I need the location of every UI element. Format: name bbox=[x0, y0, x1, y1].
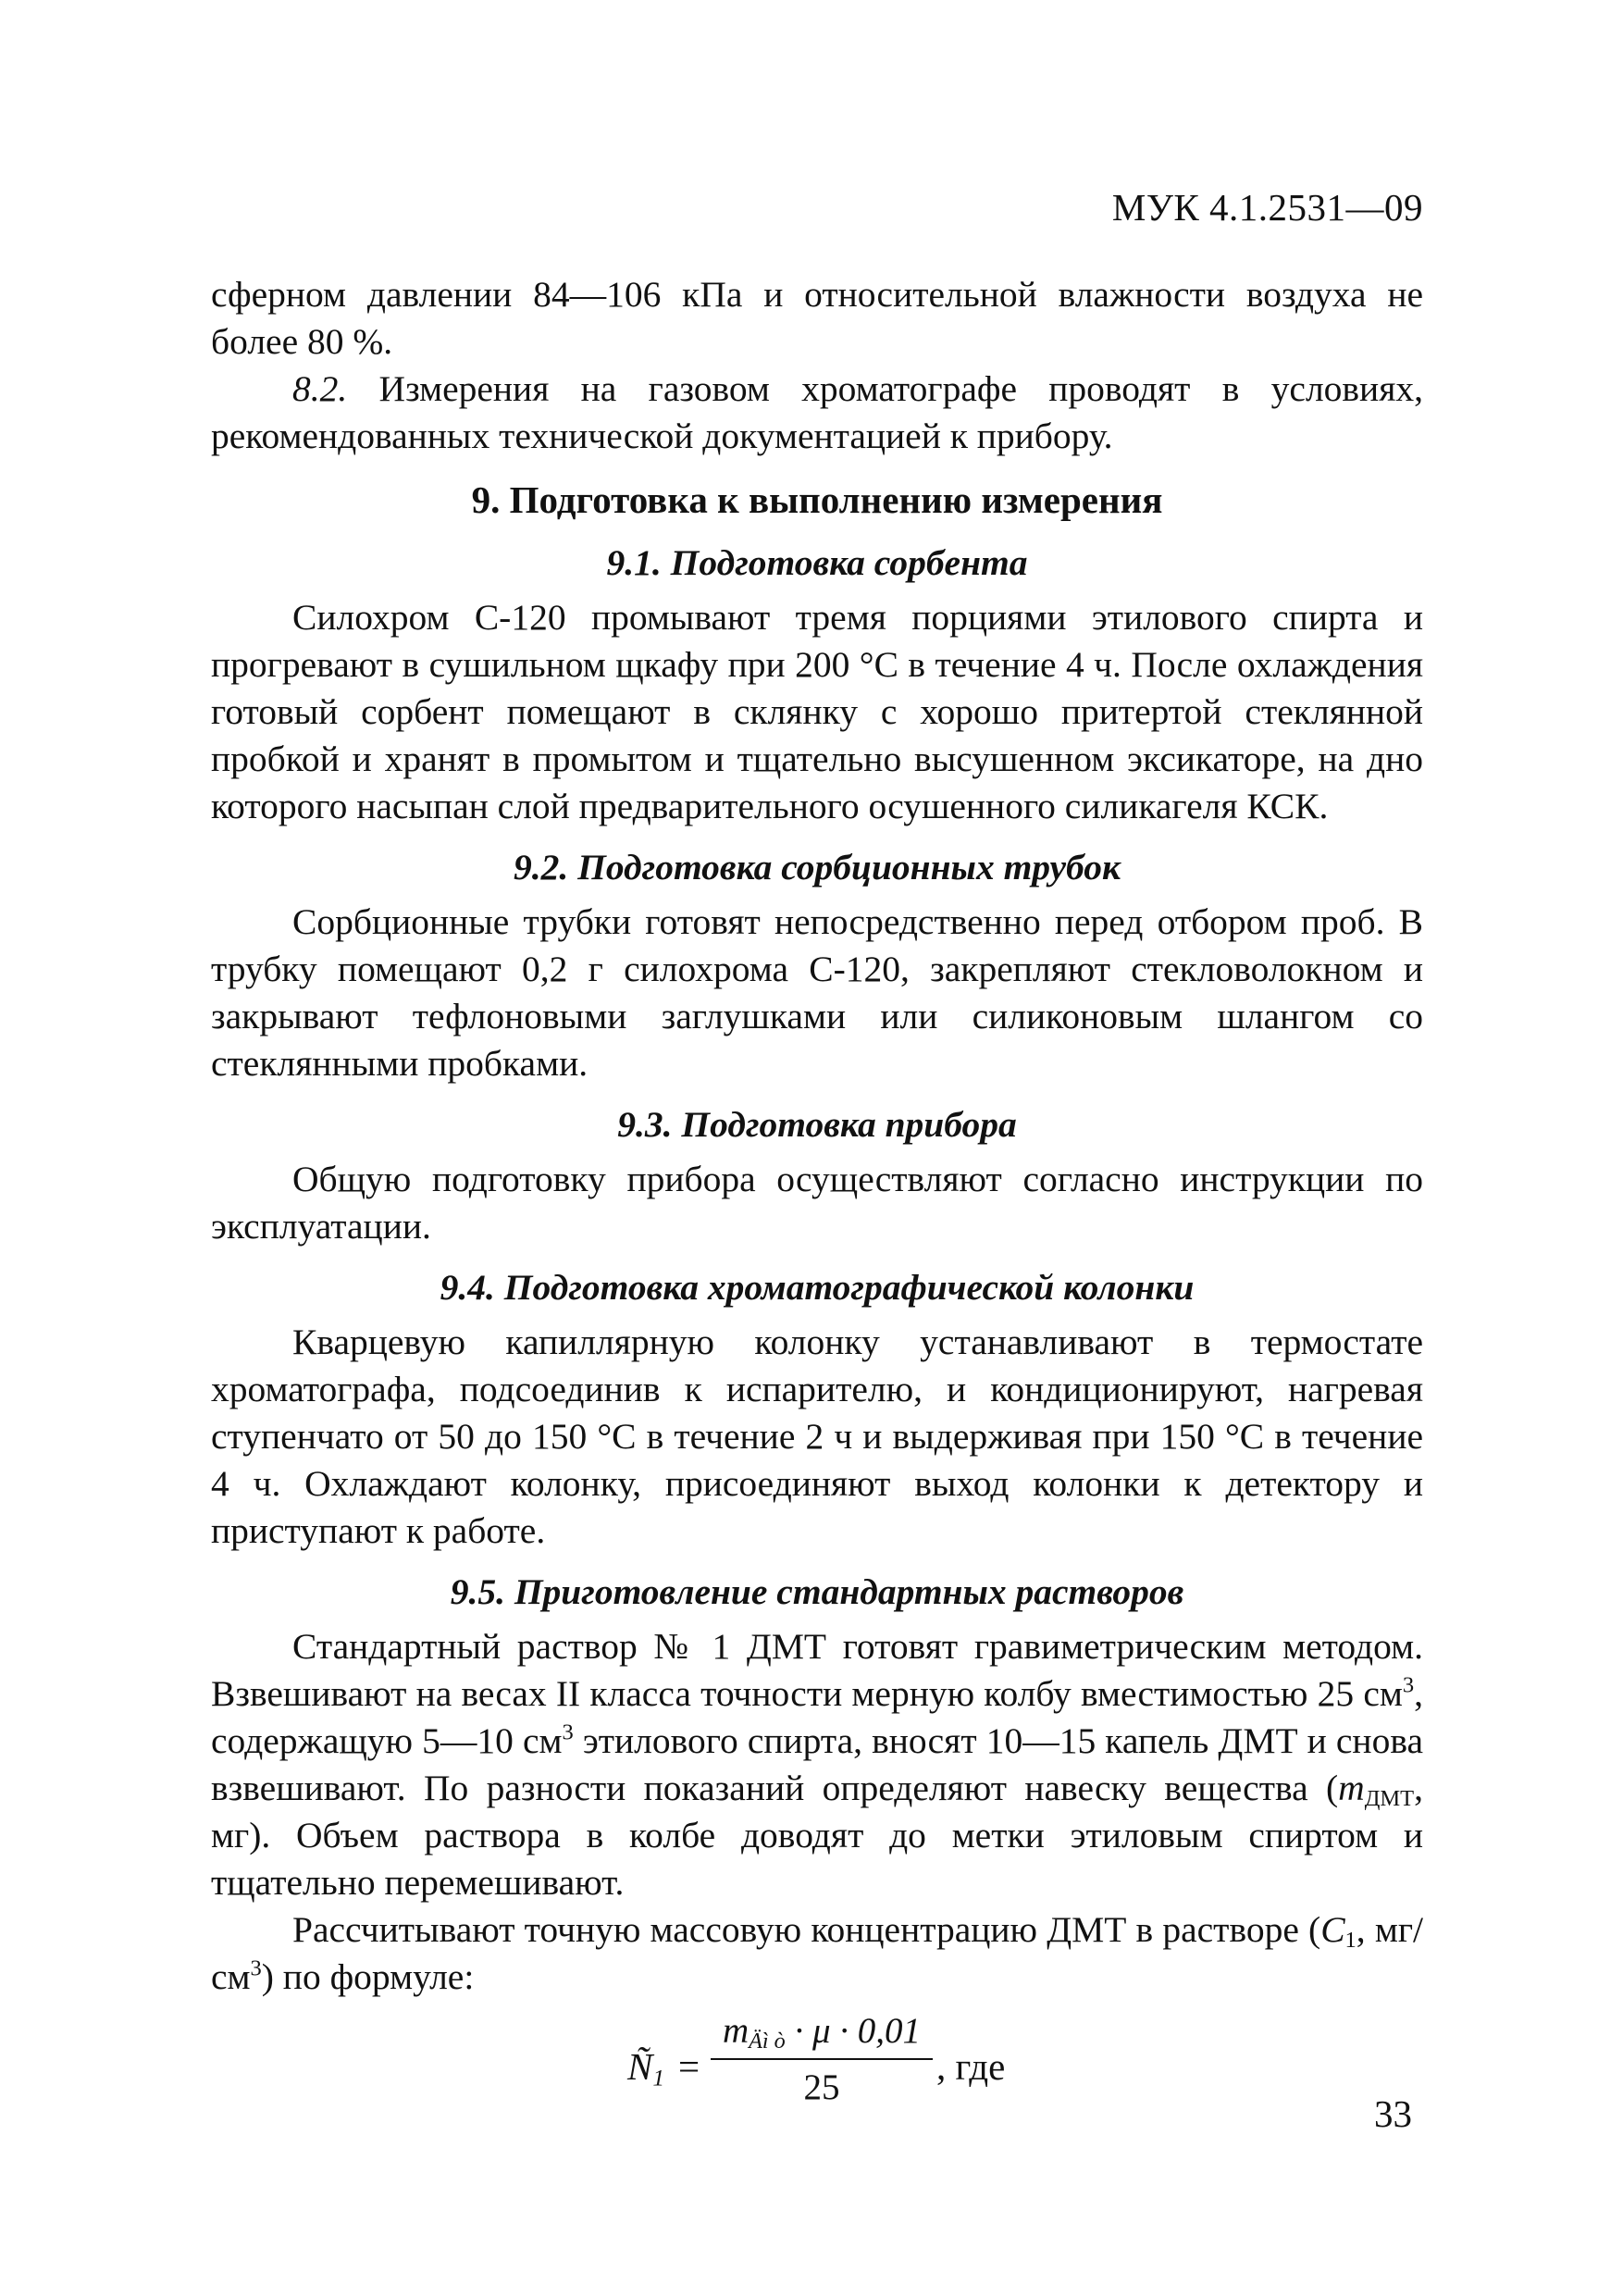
fraction-bar bbox=[711, 2058, 933, 2060]
subsection-title-9-5: 9.5. Приготовление стандартных растворов bbox=[450, 1571, 1184, 1612]
formula-equals: = bbox=[678, 2045, 700, 2088]
formula-numerator: $m_{Äì ò} \cdot \mu \cdot 0,01$ bbox=[722, 2011, 922, 2054]
mass-symbol: m bbox=[1338, 1768, 1365, 1808]
formula-tail: , где bbox=[936, 2045, 1006, 2088]
cube-superscript: 3 bbox=[250, 1955, 262, 1981]
page-number: 33 bbox=[1374, 2092, 1412, 2135]
document-code-header: МУК 4.1.2531—09 bbox=[1111, 186, 1423, 229]
subsection-title-9-1: 9.1. Подготовка сорбента bbox=[606, 542, 1028, 583]
subsection-text-9-4: Кварцевую капиллярную колонку устанавливают в термостате хроматографа, подсоединив к испарителю, и кондиционируют, нагревая ступенчато от 50 до 150 °С в течение 2 ч и выдерживая при 150 °С в течение 4 ч. Охлаждают колонку, присоединяют выход колонки к детектору и приступают к работе. bbox=[211, 1322, 1423, 1551]
mass-subscript: ДМТ bbox=[1364, 1786, 1415, 1812]
concentration-formula bbox=[211, 2008, 1423, 2119]
subsection-text-9-5: Стандартный раствор № 1 ДМТ готовят гравиметрическим методом. Взвешивают на весах II класса точности мерную колбу вместимостью 25 $см^3$, содержащую 5—10 $см^3$ этилового спирта, вносят 10—15 капель ДМТ и снова взвешивают. По разности показаний определяют навеску вещества ($m_{ДМТ}$, мг). Объем раствора в колбе доводят до метки этиловым спиртом и тщательно перемешивают. bbox=[211, 1626, 1423, 1903]
subsection-title-9-2: 9.2. Подготовка сорбционных трубок bbox=[513, 847, 1121, 887]
paragraph-8-2 bbox=[211, 366, 1423, 460]
cube-superscript: 3 bbox=[1402, 1672, 1415, 1698]
clause-text: Измерения на газовом хроматографе проводят в условиях, рекомендованных технической документацией к прибору. bbox=[211, 368, 1423, 456]
concentration-symbol: C bbox=[1320, 1909, 1345, 1950]
subsection-text-9-3: Общую подготовку прибора осуществляют согласно инструкции по эксплуатации. bbox=[211, 1159, 1423, 1247]
formula-lhs: $Ñ_1$ bbox=[627, 2045, 665, 2091]
calculation-intro: Рассчитывают точную массовую концентрацию ДМТ в растворе ($C_1$, $мг/см^3$) по формуле: bbox=[211, 1909, 1424, 1997]
cube-superscript: 3 bbox=[562, 1719, 574, 1745]
concentration-subscript: 1 bbox=[1344, 1928, 1357, 1954]
subsection-text-9-1: Силохром С-120 промывают тремя порциями этилового спирта и прогревают в сушильном щкафу при 200 °С в течение 4 ч. После охлаждения готовый сорбент помещают в склянку с хорошо притертой стеклянной пробкой и хранят в промытом и тщательно высушенном эксикаторе, на дно которого насыпан слой предварительного осушенного силикагеля КСК. bbox=[211, 597, 1423, 826]
section-title: 9. Подготовка к выполнению измерения bbox=[471, 478, 1163, 521]
formula-fraction bbox=[711, 2008, 933, 2110]
formula-denominator: 25 bbox=[803, 2067, 840, 2107]
paragraph-continuation: сферном давлении 84—106 кПа и относительной влажности воздуха не более 80 %. bbox=[211, 274, 1423, 362]
page-content bbox=[211, 271, 1423, 2119]
subsection-title-9-3: 9.3. Подготовка прибора bbox=[617, 1104, 1017, 1145]
clause-number: 8.2. bbox=[292, 368, 348, 409]
subsection-title-9-4: 9.4. Подготовка хроматографической колонки bbox=[440, 1267, 1195, 1308]
subsection-text-9-2: Сорбционные трубки готовят непосредственно перед отбором проб. В трубку помещают 0,2 г силохрома С-120, закрепляют стекловолокном и закрывают тефлоновыми заглушками или силиконовым шлангом со стеклянными пробками. bbox=[211, 901, 1423, 1084]
